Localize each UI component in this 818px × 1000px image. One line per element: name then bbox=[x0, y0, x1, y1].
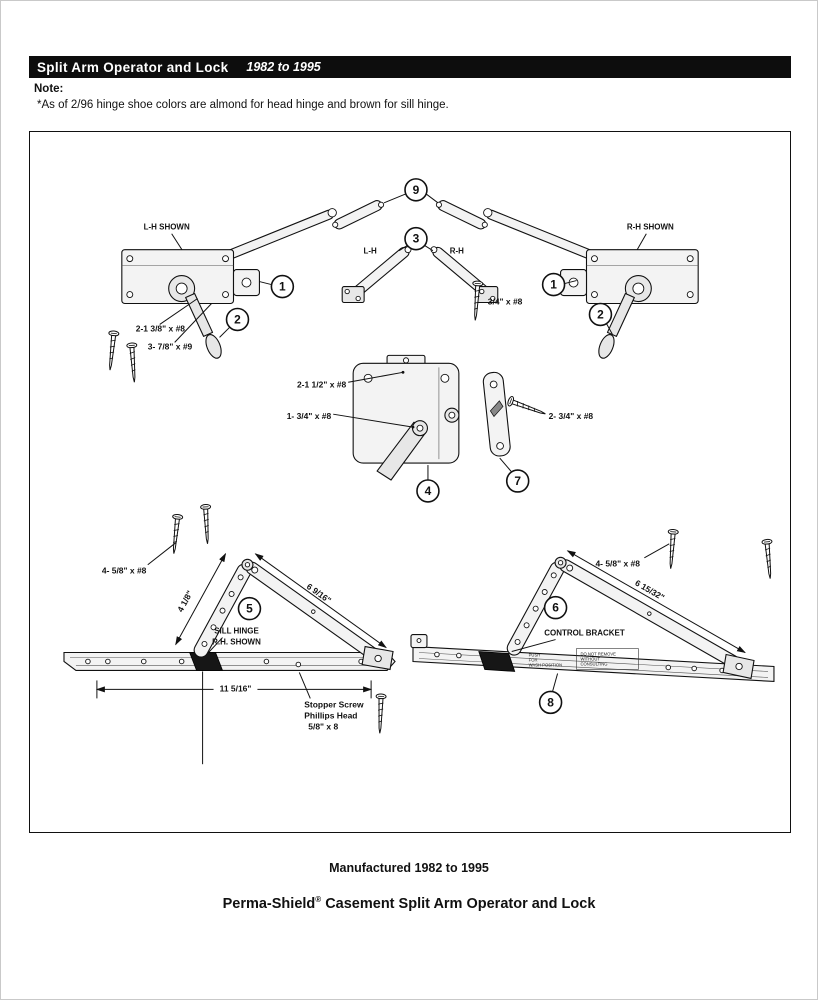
manufactured-caption: Manufactured 1982 to 1995 bbox=[329, 861, 489, 875]
control-bracket-caption: CONTROL BRACKET bbox=[544, 628, 625, 638]
diagram-box bbox=[29, 131, 791, 833]
plate-text-2: WITHOUT bbox=[580, 656, 600, 662]
callout-2-left bbox=[220, 308, 249, 337]
svg-text:2: 2 bbox=[234, 312, 241, 327]
note-text: *As of 2/96 hinge shoe colors are almond for head hinge and brown for sill hinge. bbox=[37, 99, 449, 111]
screw-icon bbox=[762, 539, 775, 579]
registered-trademark-symbol: ® bbox=[315, 895, 322, 904]
callout-7 bbox=[500, 458, 529, 492]
callout-9 bbox=[384, 179, 438, 203]
lock-screw-mid-label: 1- 3/4" x #8 bbox=[286, 411, 332, 422]
operator-screw-label-1: 2-1 3/8" x #8 bbox=[135, 323, 186, 334]
sill-hinge-caption-2: R.H. SHOWN bbox=[212, 637, 261, 647]
product-name: Perma-Shield bbox=[222, 895, 316, 912]
callout-6 bbox=[545, 597, 567, 619]
keeper-screw-label: 2- 3/4" x #8 bbox=[548, 411, 594, 422]
screw-icon bbox=[169, 514, 183, 554]
svg-text:7: 7 bbox=[514, 474, 522, 489]
plate-text-1: DO NOT REMOVE bbox=[580, 651, 616, 657]
svg-text:9: 9 bbox=[412, 182, 420, 197]
plate-text-3: CONSULTING bbox=[580, 661, 608, 667]
sill-hinge-screw-label: 4- 5/8" x #8 bbox=[101, 565, 147, 576]
operator-screw-label-2: 3- 7/8" x #9 bbox=[147, 341, 193, 352]
head-hinge-shoe bbox=[479, 652, 515, 672]
svg-text:5: 5 bbox=[246, 601, 253, 616]
head-hinge-screw-label: 4- 5/8" x #8 bbox=[595, 558, 640, 569]
page-header-bar bbox=[29, 56, 791, 78]
page-title: Split Arm Operator and Lock bbox=[37, 59, 229, 75]
svg-text:4: 4 bbox=[424, 483, 432, 498]
sill-hinge bbox=[64, 504, 395, 764]
sill-hinge-dim-short: 4 1/8" bbox=[175, 588, 195, 614]
svg-text:3: 3 bbox=[412, 231, 420, 246]
callout-4 bbox=[417, 465, 439, 502]
stopper-screw-label-2: Phillips Head bbox=[304, 710, 358, 721]
svg-text:2: 2 bbox=[597, 307, 604, 322]
stopper-screw-label-1: Stopper Screw bbox=[304, 699, 364, 710]
sill-hinge-caption-1: SILL HINGE bbox=[214, 626, 259, 636]
right-operator-caption: R-H SHOWN bbox=[626, 222, 674, 232]
rh-arm-label: R-H bbox=[449, 246, 464, 256]
svg-text:8: 8 bbox=[547, 695, 554, 710]
shoe-text-1: PUSH bbox=[528, 652, 541, 658]
sill-hinge-dim-arm: 6 9/16" bbox=[304, 581, 334, 606]
note-label: Note: bbox=[34, 83, 64, 95]
lh-arm-label: L-H bbox=[363, 246, 377, 256]
parts-diagram bbox=[30, 132, 790, 832]
screw-icon bbox=[507, 396, 547, 419]
svg-text:1: 1 bbox=[550, 277, 557, 292]
svg-text:6: 6 bbox=[552, 600, 559, 615]
shoe-text-2: FOR bbox=[528, 657, 538, 663]
keeper bbox=[482, 372, 593, 457]
sill-hinge-dim-track: 11 5/16" bbox=[219, 683, 252, 694]
callout-1-left bbox=[259, 276, 293, 298]
callout-8 bbox=[540, 673, 562, 713]
product-name-rest: Casement Split Arm Operator and Lock bbox=[321, 895, 596, 912]
right-operator bbox=[484, 209, 699, 361]
stopper-screw-hole bbox=[296, 662, 301, 667]
page-date-range: 1982 to 1995 bbox=[246, 60, 321, 74]
split-arm-lh bbox=[342, 245, 411, 302]
sill-hinge-track bbox=[64, 653, 395, 671]
split-arm-rh bbox=[431, 245, 498, 302]
shoe-text-3: WASH POSITION bbox=[528, 662, 563, 668]
screw-icon bbox=[200, 504, 212, 544]
operator-arm-right bbox=[484, 209, 596, 261]
screw-icon bbox=[375, 694, 386, 734]
head-hinge bbox=[411, 529, 775, 681]
svg-text:1: 1 bbox=[279, 279, 286, 294]
split-arm-screw-label: 3/4" x #8 bbox=[487, 296, 523, 307]
lock-assembly bbox=[287, 355, 459, 480]
callout-5 bbox=[238, 598, 260, 620]
product-caption bbox=[1, 895, 817, 912]
connecting-links bbox=[333, 199, 488, 231]
head-hinge-dim-arm: 6 15/32" bbox=[633, 577, 667, 603]
left-operator bbox=[122, 209, 337, 361]
left-operator-caption: L-H SHOWN bbox=[143, 222, 190, 232]
lock-screw-top-label: 2-1 1/2" x #8 bbox=[296, 379, 347, 390]
screw-icon bbox=[105, 331, 119, 371]
screw-icon bbox=[666, 529, 679, 569]
callout-3 bbox=[399, 228, 433, 251]
screw-icon bbox=[127, 343, 140, 383]
stopper-screw-label-3: 5/8" x 8 bbox=[308, 721, 339, 732]
operator-arm-left bbox=[224, 209, 336, 261]
